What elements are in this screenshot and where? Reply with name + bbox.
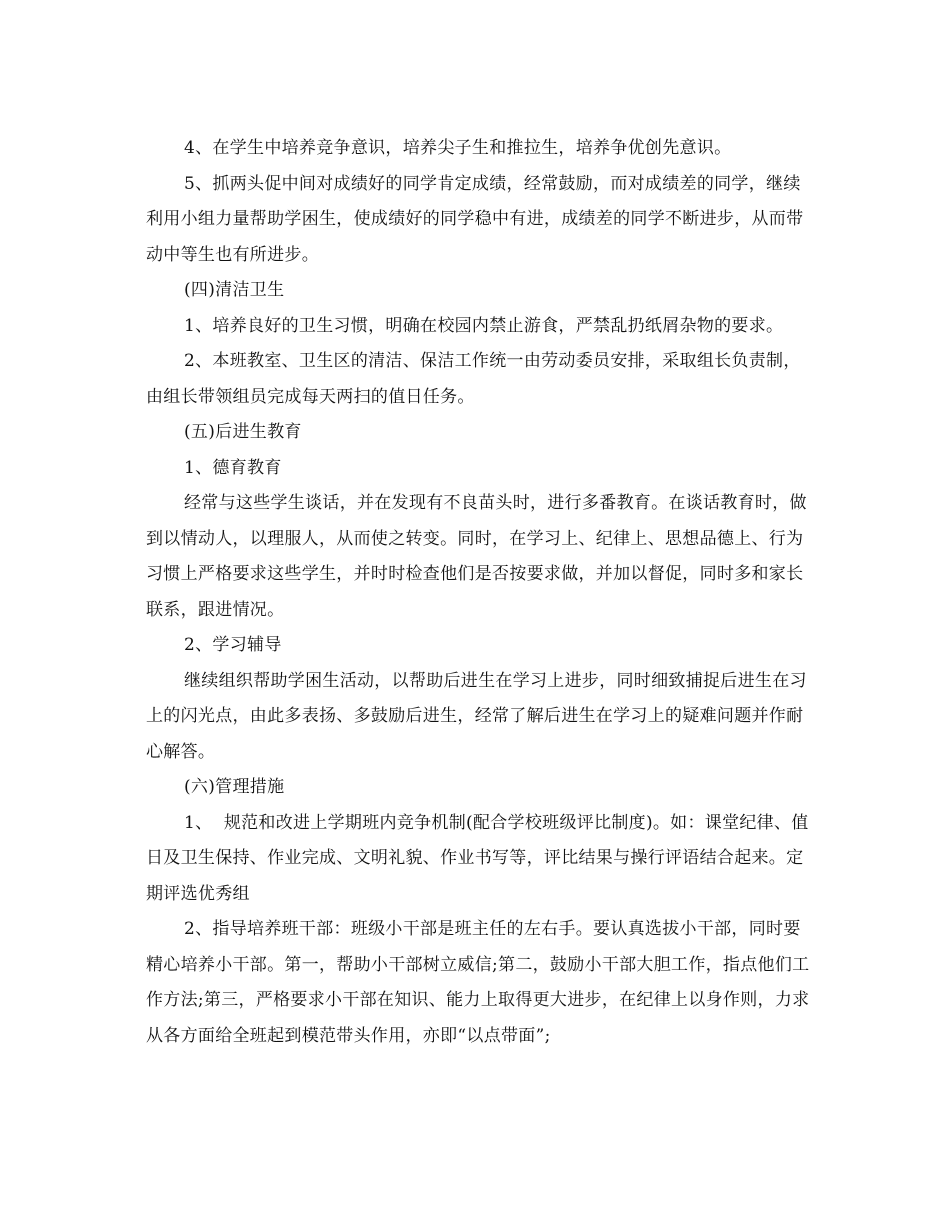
- paragraph-management-1: 1、 规范和改进上学期班内竞争机制(配合学校班级评比制度)。如：课堂纪律、值日及卫生保持、作业完成、文明礼貌、作业书写等，评比结果与操行评语结合起来。定期评选优秀组: [146, 812, 809, 904]
- paragraph-item-4: 4、在学生中培养竞争意识，培养尖子生和推拉生，培养争优创先意识。: [184, 138, 732, 158]
- document-body: [146, 131, 814, 1054]
- paragraph-management-2: 2、指导培养班干部：班级小干部是班主任的左右手。要认真选拔小干部，同时要精心培养小干部。第一，帮助小干部树立威信;第二，鼓励小干部大胆工作，指点他们工作方法;第三，严格要求小干部在知识、能力上取得更大进步，在纪律上以身作则，力求从各方面给全班起到模范带头作用，亦即“以点带面”;: [146, 919, 810, 1046]
- section-heading-cleaning: (四)清洁卫生: [184, 280, 285, 300]
- subheading-moral-education: 1、德育教育: [184, 457, 282, 478]
- subheading-study-tutoring: 2、学习辅导: [184, 635, 282, 655]
- paragraph-cleaning-1: 1、培养良好的卫生习惯，明确在校园内禁止游食，严禁乱扔纸屑杂物的要求。: [184, 315, 784, 336]
- paragraph-study-tutoring: 继续组织帮助学困生活动，以帮助后进生在学习上进步，同时细致捕捉后进生在习上的闪光点，由此多表扬、多鼓励后进生，经常了解后进生在学习上的疑难问题并作耐心解答。: [146, 670, 807, 762]
- paragraph-item-5: 5、抓两头促中间对成绩好的同学肯定成绩，经常鼓励，而对成绩差的同学，继续利用小组力量帮助学困生，使成绩好的同学稳中有进，成绩差的同学不断进步，从而带动中等生也有所进步。: [146, 173, 804, 265]
- paragraph-moral-education: 经常与这些学生谈话，并在发现有不良苗头时，进行多番教育。在谈话教育时，做到以情动人，以理服人，从而使之转变。同时，在学习上、纪律上、思想品德上、行为习惯上严格要求这些学生，并时时检查他们是否按要求做，并加以督促，同时多和家长联系，跟进情况。: [146, 493, 807, 620]
- section-heading-management: (六)管理措施: [184, 777, 285, 797]
- paragraph-cleaning-2: 2、本班教室、卫生区的清洁、保洁工作统一由劳动委员安排，采取组长负责制，由组长带领组员完成每天两扫的值日任务。: [146, 351, 801, 407]
- section-heading-lagging-students: (五)后进生教育: [184, 422, 302, 442]
